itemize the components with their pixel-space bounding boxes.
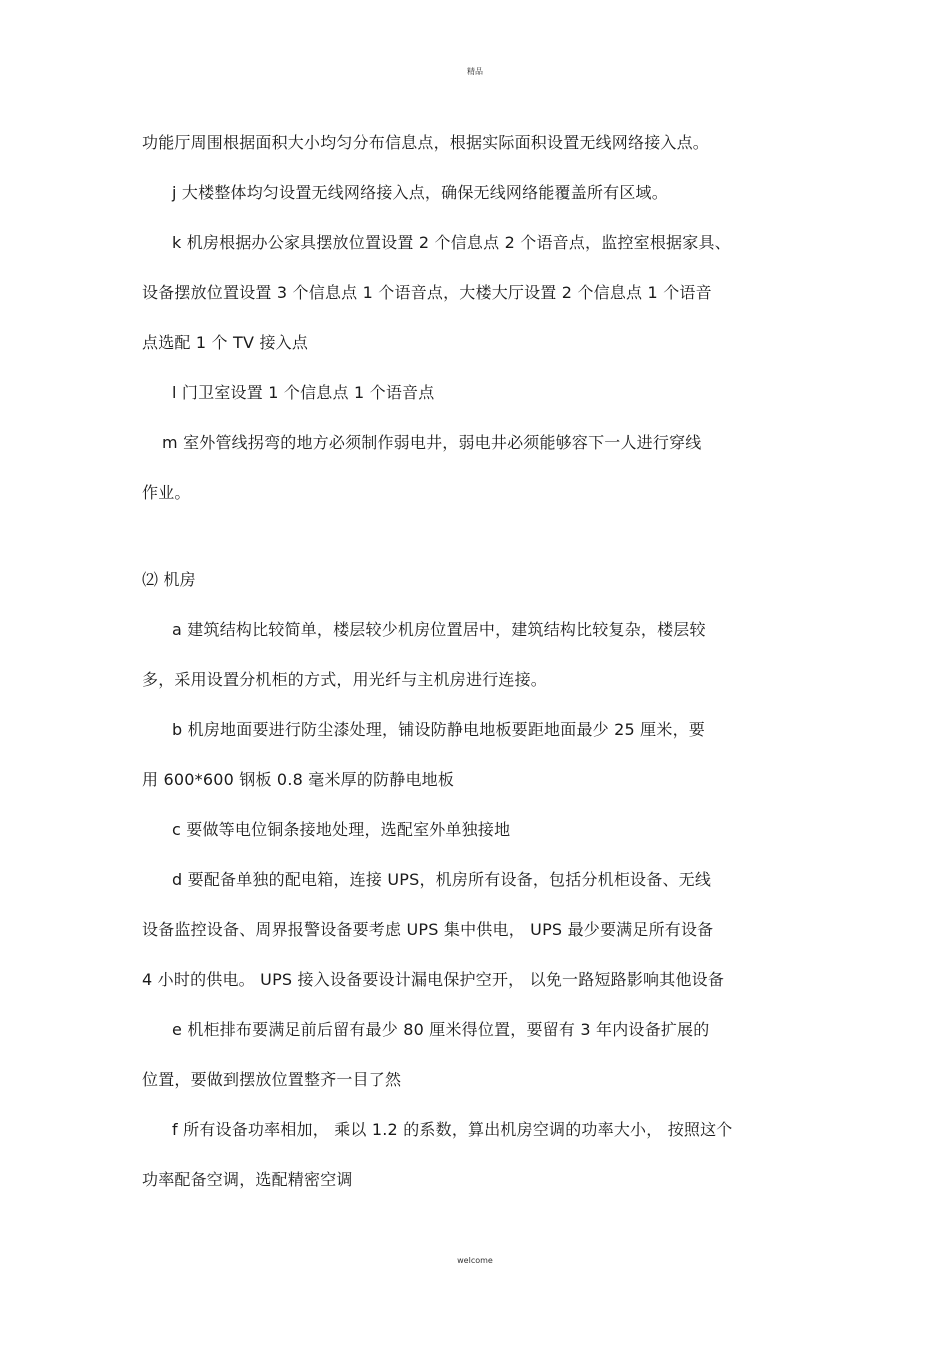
paragraph-line: 多，采用设置分机柜的方式，用光纤与主机房进行连接。	[142, 670, 548, 689]
page-footer: welcome	[457, 1256, 493, 1265]
paragraph-line: m 室外管线拐弯的地方必须制作弱电井，弱电井必须能够容下一人进行穿线	[162, 433, 702, 452]
paragraph-line: 位置，要做到摆放位置整齐一目了然	[142, 1070, 402, 1089]
paragraph-line: 设备摆放位置设置 3 个信息点 1 个语音点，大楼大厅设置 2 个信息点 1 个语音	[142, 283, 712, 302]
paragraph-line: 功能厅周围根据面积大小均匀分布信息点，根据实际面积设置无线网络接入点。	[142, 133, 710, 152]
paragraph-line: c 要做等电位铜条接地处理，选配室外单独接地	[172, 820, 511, 839]
paragraph-line: 功率配备空调，选配精密空调	[142, 1170, 353, 1189]
paragraph-line: 4 小时的供电。 UPS 接入设备要设计漏电保护空开， 以免一路短路影响其他设备	[142, 970, 725, 989]
paragraph-line: f 所有设备功率相加， 乘以 1.2 的系数，算出机房空调的功率大小， 按照这个	[172, 1120, 733, 1139]
paragraph-line: l 门卫室设置 1 个信息点 1 个语音点	[172, 383, 435, 402]
paragraph-line: a 建筑结构比较简单，楼层较少机房位置居中，建筑结构比较复杂，楼层较	[172, 620, 706, 639]
page-header: 精品	[467, 67, 483, 76]
section-heading: ⑵ 机房	[142, 570, 196, 589]
paragraph-line: 作业。	[142, 483, 191, 502]
paragraph-line: 设备监控设备、周界报警设备要考虑 UPS 集中供电， UPS 最少要满足所有设备	[142, 920, 714, 939]
paragraph-line: 用 600*600 钢板 0.8 毫米厚的防静电地板	[142, 770, 455, 789]
paragraph-line: b 机房地面要进行防尘漆处理，铺设防静电地板要距地面最少 25 厘米，要	[172, 720, 705, 739]
paragraph-line: e 机柜排布要满足前后留有最少 80 厘米得位置，要留有 3 年内设备扩展的	[172, 1020, 710, 1039]
paragraph-line: k 机房根据办公家具摆放位置设置 2 个信息点 2 个语音点，监控室根据家具、	[172, 233, 731, 252]
paragraph-line: d 要配备单独的配电箱，连接 UPS，机房所有设备，包括分机柜设备、无线	[172, 870, 712, 889]
paragraph-line: j 大楼整体均匀设置无线网络接入点，确保无线网络能覆盖所有区域。	[172, 183, 668, 202]
paragraph-line: 点选配 1 个 TV 接入点	[142, 333, 309, 352]
